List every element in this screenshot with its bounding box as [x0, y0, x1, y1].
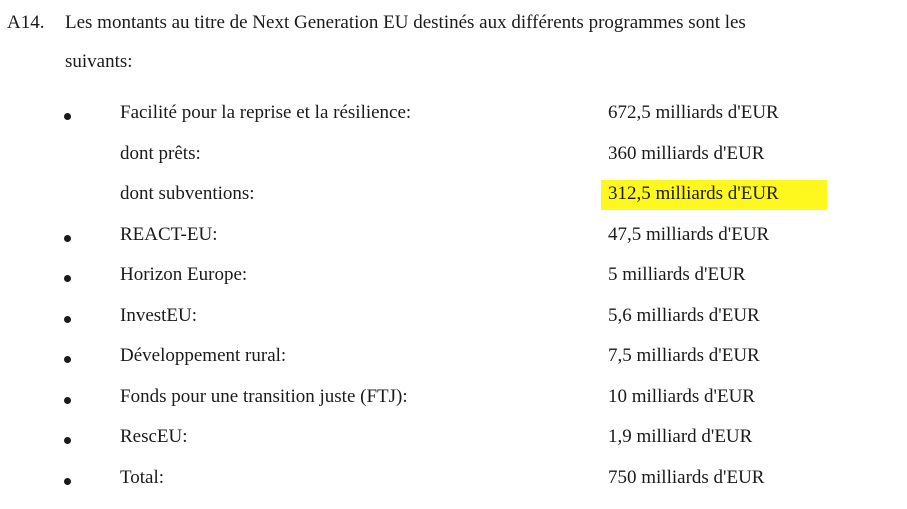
bullet-icon — [64, 316, 71, 323]
paragraph-text-line-1: Les montants au titre de Next Generation EU destinés aux différents programmes sont les — [65, 12, 746, 33]
item-value: 750 milliards d'EUR — [608, 466, 765, 488]
bullet-icon — [64, 356, 71, 363]
item-value: 672,5 milliards d'EUR — [608, 102, 779, 123]
item-label: Horizon Europe: — [120, 264, 248, 285]
bullet-icon — [64, 478, 71, 485]
paragraph-number: A14. — [7, 12, 45, 33]
item-value: 1,9 milliard d'EUR — [608, 426, 753, 447]
item-label: Développement rural: — [120, 345, 287, 366]
item-label: dont prêts: — [120, 142, 201, 164]
list-item — [0, 467, 907, 507]
list-item — [0, 183, 907, 223]
item-value: 5 milliards d'EUR — [608, 264, 746, 285]
item-label: RescEU: — [120, 426, 188, 447]
item-value: 360 milliards d'EUR — [608, 142, 765, 164]
list-item — [0, 426, 907, 466]
list-item — [0, 264, 907, 304]
item-label: dont subventions: — [120, 183, 255, 204]
list-item — [0, 224, 907, 264]
item-value: 7,5 milliards d'EUR — [608, 345, 760, 366]
list-item — [0, 386, 907, 426]
item-value: 10 milliards d'EUR — [608, 385, 755, 407]
bullet-icon — [64, 437, 71, 444]
item-value: 312,5 milliards d'EUR — [608, 183, 779, 204]
item-value: 5,6 milliards d'EUR — [608, 304, 760, 326]
bullet-icon — [64, 275, 71, 282]
bullet-icon — [64, 397, 71, 404]
bullet-icon — [64, 235, 71, 242]
item-label: REACT-EU: — [120, 223, 218, 245]
list-item — [0, 345, 907, 385]
item-label: Fonds pour une transition juste (FTJ): — [120, 385, 408, 407]
list-item — [0, 305, 907, 345]
item-label: Total: — [120, 466, 165, 488]
bullet-icon — [64, 113, 71, 120]
item-value: 47,5 milliards d'EUR — [608, 223, 770, 245]
list-item — [0, 102, 907, 142]
list-item — [0, 143, 907, 183]
item-label: InvestEU: — [120, 304, 198, 326]
paragraph-text-line-2: suivants: — [65, 51, 133, 72]
item-label: Facilité pour la reprise et la résilience: — [120, 102, 412, 123]
